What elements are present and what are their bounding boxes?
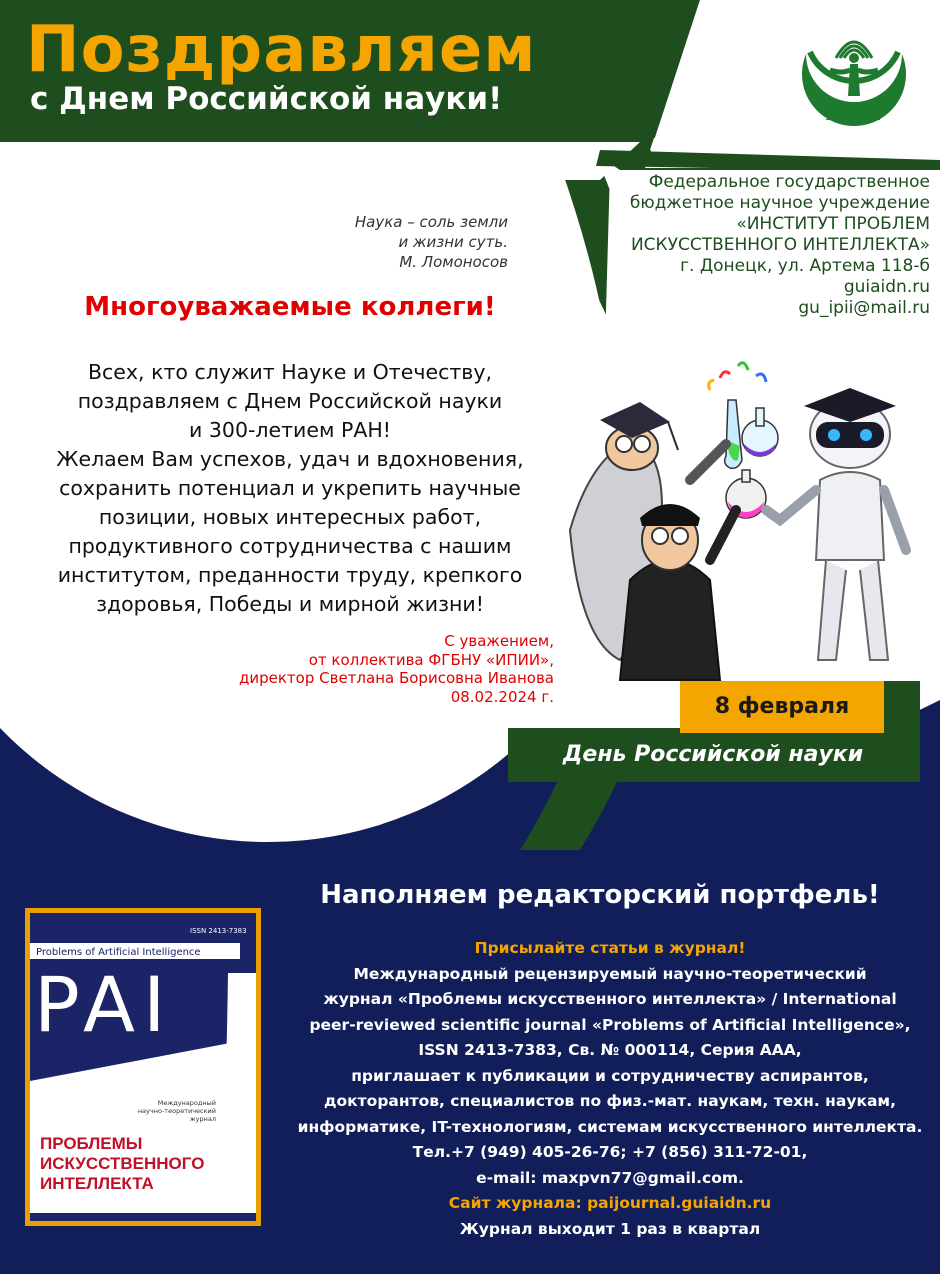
portfolio-heading: Наполняем редакторский портфель! <box>320 880 880 910</box>
greeting-heading: Многоуважаемые коллеги! <box>84 292 496 322</box>
logo-text: ИПИИ <box>826 105 882 124</box>
robot-icon <box>766 388 906 660</box>
journal-phones: Тел.+7 (949) 405-26-76; +7 (856) 311-72-01, <box>412 1143 808 1161</box>
journal-info-line: ISSN 2413-7383, Св. № 000114, Серия ААА, <box>418 1041 802 1059</box>
cover-english-title: Problems of Artificial Intelligence <box>36 947 201 958</box>
journal-info-line: журнал «Проблемы искусственного интеллекта» / International <box>323 990 897 1008</box>
signature-block <box>180 632 554 706</box>
body-line: продуктивного сотрудничества с нашим <box>68 534 512 558</box>
signature-line: директор Светлана Борисовна Иванова <box>239 669 554 687</box>
signature-line: С уважением, <box>444 632 554 650</box>
cover-ru-title: ПРОБЛЕМЫ <box>40 1134 143 1153</box>
org-email-link[interactable]: gu_ipii@mail.ru <box>798 298 930 318</box>
cover-issn: ISSN 2413-7383 <box>190 927 247 935</box>
body-line: здоровья, Победы и мирной жизни! <box>96 592 484 616</box>
org-line: «ИНСТИТУТ ПРОБЛЕМ <box>736 214 930 234</box>
header-subtitle: с Днем Российской науки! <box>30 81 503 117</box>
cover-subtitle: журнал <box>189 1115 216 1123</box>
journal-info-line: peer-reviewed scientific journal «Problems of Artificial Intelligence», <box>309 1015 911 1034</box>
quote-author: М. Ломоносов <box>399 253 508 271</box>
submit-call: Присылайте статьи в журнал! <box>474 939 746 957</box>
body-line: Всех, кто служит Науке и Отечеству, <box>87 360 493 384</box>
date-badge: 8 февраля <box>680 681 884 733</box>
journal-cover <box>25 908 261 1226</box>
journal-frequency: Журнал выходит 1 раз в квартал <box>459 1219 761 1238</box>
body-line: позиции, новых интересных работ, <box>98 505 482 529</box>
org-line: Федеральное государственное <box>648 172 930 192</box>
day-of-science-badge: День Российской науки <box>562 742 864 767</box>
signature-date: 08.02.2024 г. <box>450 687 554 706</box>
body-line: и 300-летием РАН! <box>189 418 391 442</box>
journal-info-line: докторантов, специалистов по физ.-мат. наукам, техн. наукам, <box>324 1092 896 1110</box>
body-line: сохранить потенциал и укрепить научные <box>59 476 521 500</box>
cover-big-letters: PAI <box>34 960 174 1049</box>
journal-info-line: приглашает к публикации и сотрудничеству аспирантов, <box>351 1066 869 1085</box>
body-line: институтом, преданности труду, крепкого <box>57 563 523 587</box>
organization-info <box>530 172 930 319</box>
journal-email-link[interactable]: e-mail: maxpvn77@gmail.com. <box>476 1168 744 1187</box>
ipii-logo-icon <box>790 14 918 142</box>
org-line: бюджетное научное учреждение <box>629 193 930 213</box>
body-line: Желаем Вам успехов, удач и вдохновения, <box>56 447 524 471</box>
org-address: г. Донецк, ул. Артема 118-б <box>680 256 930 276</box>
cover-ru-title: ИНТЕЛЛЕКТА <box>40 1174 154 1193</box>
journal-info-line: Международный рецензируемый научно-теоретический <box>353 964 867 983</box>
cover-ru-title: ИСКУССТВЕННОГО <box>40 1154 205 1173</box>
journal-info-line: информатике, IT-технологиям, системам искусственного интеллекта. <box>297 1117 923 1136</box>
org-website-link[interactable]: guiaidn.ru <box>843 277 930 297</box>
quote-line: Наука – соль земли <box>354 213 508 231</box>
cover-subtitle: Международный <box>157 1099 216 1107</box>
signature-line: от коллектива ФГБНУ «ИПИИ», <box>308 650 554 669</box>
cover-subtitle: научно-теоретический <box>137 1107 216 1115</box>
org-line: ИСКУССТВЕННОГО ИНТЕЛЛЕКТА» <box>630 235 930 255</box>
lomonosov-quote <box>250 212 508 272</box>
flasks-icon <box>709 363 778 518</box>
quote-line: и жизни суть. <box>398 233 508 251</box>
scientists-robot-illustration <box>560 360 920 690</box>
body-line: поздравляем с Днем Российской науки <box>77 389 503 413</box>
journal-info <box>280 936 940 1242</box>
congratulation-text <box>20 358 560 619</box>
journal-cover-art <box>30 913 256 1221</box>
journal-site-link[interactable]: Сайт журнала: paijournal.guiaidn.ru <box>448 1194 772 1212</box>
header-title: Поздравляем <box>26 13 537 87</box>
